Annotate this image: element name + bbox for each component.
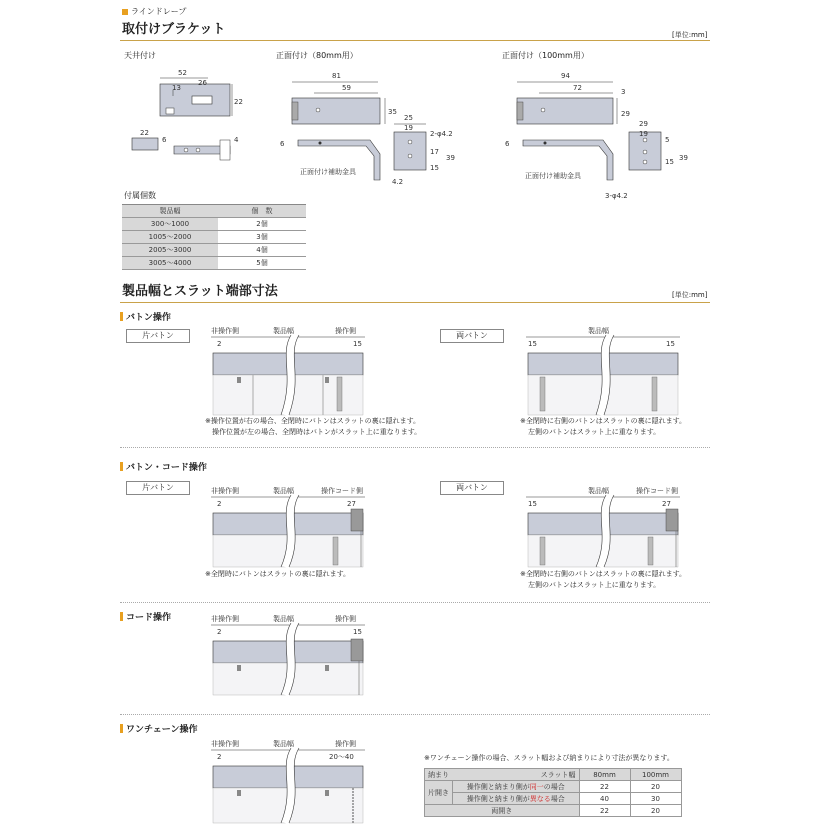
dim-left: 2 [217,500,222,508]
heading-bar-icon [120,312,123,321]
header-rule-1 [120,40,710,41]
label-operating-side: 操作側 [335,615,356,623]
label-non-operating-side: 非操作側 [211,740,239,748]
row-diff-label [453,793,580,805]
tag-single-baton-cord: 片バトン [126,481,190,495]
baton-cord-double-note-1: ※全閉時に右側のバトンはスラットの裏に隠れます。 [520,570,687,578]
front80-bracket-drawing [270,60,470,210]
front100-bracket-drawing [495,60,695,210]
accessory-header-width: 製品幅 [122,205,218,218]
label-product-width: 製品幅 [273,487,294,495]
row-double-open: 両開き [425,805,580,817]
one-chain-heading-text: ワンチェーン操作 [126,725,198,735]
accessory-width-cell: 3005～4000 [122,257,218,270]
front100-dim-hole: 3-φ4.2 [605,192,628,200]
front100-part-label: 正面付け補助金具 [525,172,581,180]
label-non-operating-side: 非操作側 [211,327,239,335]
front100-dim-3: 3 [621,88,626,96]
table-row [122,244,306,257]
dim-left: 2 [217,628,222,636]
header-rule-2 [120,302,710,303]
front80-title: 正面付け（80mm用） [276,51,358,60]
header-100mm: 100mm [630,769,681,781]
label-product-width: 製品幅 [588,487,609,495]
label-operating-side: 操作側 [335,740,356,748]
front80-dim-15: 15 [430,164,439,172]
row-same-label [453,781,580,793]
front80-part-label: 正面付け補助金具 [300,168,356,176]
accessory-table [122,204,306,270]
dim-right: 15 [353,628,362,636]
divider [120,447,710,448]
row-diff-80: 40 [579,793,630,805]
row-diff-pre: 操作側と納まり側が [466,794,530,803]
section-title-bracket: 取付けブラケット [122,22,226,37]
brand-square-icon [122,9,128,15]
dim-left: 2 [217,753,222,761]
unit-label-2: [単位:mm] [672,291,708,299]
front100-dim-29b: 29 [639,120,648,128]
baton-cord-double-diagram [520,485,690,570]
dim-left: 15 [528,500,537,508]
ceiling-dim-13: 13 [172,84,181,92]
heading-bar-icon [120,462,123,471]
front100-dim-15: 15 [665,158,674,166]
row-diff-100: 30 [630,793,681,805]
table-row [122,218,306,231]
front80-dim-42: 4.2 [392,178,404,186]
accessory-width-cell: 1005～2000 [122,231,218,244]
cord-heading [120,610,171,623]
accessory-title: 付属個数 [124,191,156,200]
accessory-count-cell: 5個 [218,257,306,270]
group-single-open: 片開き [425,781,453,805]
table-row [122,231,306,244]
tag-single-baton: 片バトン [126,329,190,343]
front80-dim-25: 25 [404,114,413,122]
one-chain-heading [120,722,198,735]
ceiling-dim-4: 4 [234,136,239,144]
row-same-80: 22 [579,781,630,793]
baton-cord-double-note-2: 左側のバトンはスラット上に重なります。 [528,581,661,589]
baton-single-note-1: ※操作位置が右の場合、全閉時にバトンはスラットの裏に隠れます。 [205,417,421,425]
dim-right: 15 [353,340,362,348]
ceiling-bracket-drawing [120,60,260,170]
row-same-100: 20 [630,781,681,793]
ceiling-dim-52: 52 [178,69,187,77]
row-same-em: 同一 [529,782,544,791]
cord-heading-text: コード操作 [126,613,172,623]
label-non-operating-side: 非操作側 [211,615,239,623]
baton-single-note-2: 操作位置が左の場合、全閉時はバトンがスラット上に重なります。 [212,428,422,436]
front100-dim-6: 6 [505,140,510,148]
front80-dim-19: 19 [404,124,413,132]
baton-single-diagram [205,325,375,420]
label-product-width: 製品幅 [273,327,294,335]
accessory-header-row [122,205,306,218]
front100-dim-5: 5 [665,136,670,144]
front100-dim-19: 19 [639,130,648,138]
baton-cord-single-diagram [205,485,375,570]
label-cord-side: 操作コード側 [321,487,363,495]
unit-label-1: [単位:mm] [672,31,708,39]
row-same-post: の場合 [543,782,565,791]
accessory-count-cell: 4個 [218,244,306,257]
front80-dim-17: 17 [430,148,439,156]
ceiling-dim-22b: 22 [140,129,149,137]
table-row [425,781,682,793]
divider [120,714,710,715]
accessory-header-count: 個 数 [218,205,306,218]
dim-right: 20～40 [329,753,354,761]
brand-label [122,8,186,16]
front100-dim-29a: 29 [621,110,630,118]
one-chain-diagram [205,738,375,823]
tag-double-baton-cord: 両バトン [440,481,504,495]
dim-right: 27 [347,500,356,508]
one-chain-table [424,768,682,817]
table-row [425,769,682,781]
one-chain-note: ※ワンチェーン操作の場合、スラット幅および納まりにより寸法が異なります。 [424,754,674,762]
front100-dim-39: 39 [679,154,688,162]
front80-dim-59: 59 [342,84,351,92]
heading-bar-icon [120,724,123,733]
accessory-width-cell: 300～1000 [122,218,218,231]
dim-left: 15 [528,340,537,348]
ceiling-mount-title: 天井付け [124,51,156,60]
label-cord-side: 操作コード側 [636,487,678,495]
baton-double-note-1: ※全閉時に右側のバトンはスラットの裏に隠れます。 [520,417,687,425]
baton-cord-single-note: ※全閉時にバトンはスラットの裏に隠れます。 [205,570,351,578]
label-operating-side: 操作側 [335,327,356,335]
accessory-count-cell: 2個 [218,218,306,231]
baton-double-diagram [520,325,690,420]
divider [120,602,710,603]
baton-cord-heading [120,460,207,473]
row-double-100: 20 [630,805,681,817]
row-same-pre: 操作側と納まり側が [466,782,530,791]
front100-dim-94: 94 [561,72,570,80]
label-product-width: 製品幅 [273,615,294,623]
dim-left: 2 [217,340,222,348]
table-row [425,805,682,817]
accessory-count-cell: 3個 [218,231,306,244]
table-row [122,257,306,270]
front80-dim-6: 6 [280,140,285,148]
label-non-operating-side: 非操作側 [211,487,239,495]
front80-dim-39: 39 [446,154,455,162]
label-product-width: 製品幅 [273,740,294,748]
baton-heading [120,310,171,323]
accessory-width-cell: 2005～3000 [122,244,218,257]
tag-double-baton: 両バトン [440,329,504,343]
row-double-80: 22 [579,805,630,817]
dim-right: 15 [666,340,675,348]
row-diff-post: 場合 [550,794,565,803]
ceiling-dim-26: 26 [198,79,207,87]
ceiling-dim-6: 6 [162,136,167,144]
front80-dim-35: 35 [388,108,397,116]
front80-dim-hole: 2-φ4.2 [430,130,453,138]
front100-dim-72: 72 [573,84,582,92]
cord-diagram [205,613,375,698]
header-80mm: 80mm [579,769,630,781]
dim-right: 27 [662,500,671,508]
front80-dim-81: 81 [332,72,341,80]
section-title-width: 製品幅とスラット端部寸法 [122,284,278,299]
table-row [425,793,682,805]
baton-double-note-2: 左側のバトンはスラット上に重なります。 [528,428,661,436]
label-product-width: 製品幅 [588,327,609,335]
front100-title: 正面付け（100mm用） [502,51,589,60]
header-slat-width: スラット幅 [453,769,580,781]
brand-text: ラインドレープ [131,7,187,16]
baton-cord-heading-text: バトン・コード操作 [126,463,207,473]
header-fit: 納まり [425,769,453,781]
ceiling-dim-22a: 22 [234,98,243,106]
heading-bar-icon [120,612,123,621]
row-diff-em: 異なる [529,794,551,803]
baton-heading-text: バトン操作 [126,313,171,323]
